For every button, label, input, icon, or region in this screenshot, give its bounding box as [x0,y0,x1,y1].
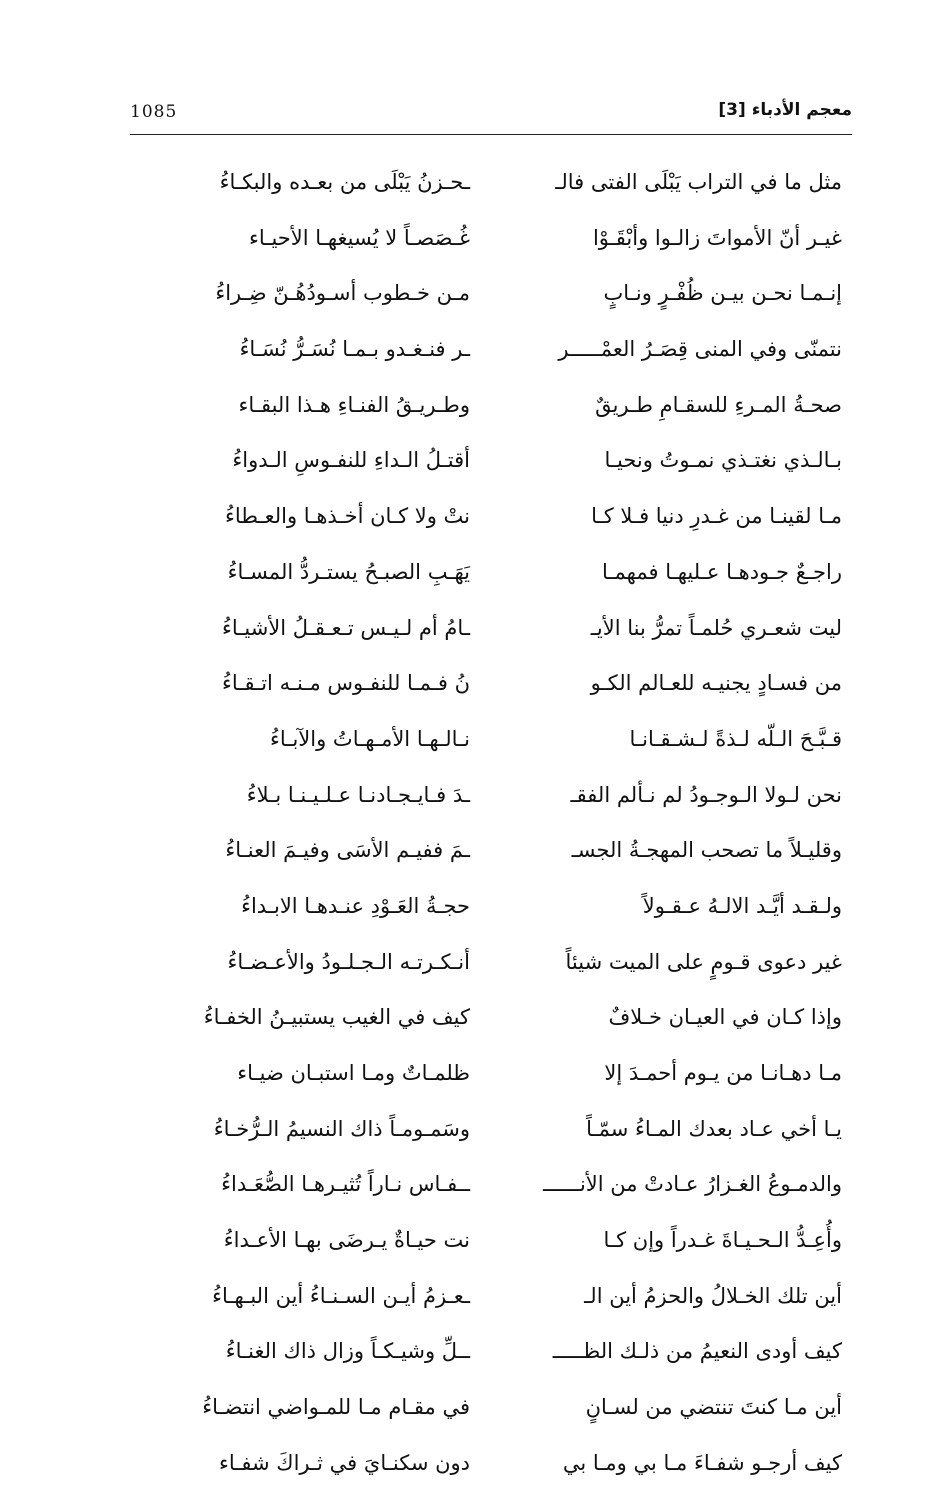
second-hemistich: في مقـام مـا للمـواضي انتضـاءُ [202,1395,470,1420]
verse-line [152,828,842,884]
second-hemistich: ـعـزمُ أيـن السـنـاءُ أين البـهـاءُ [212,1283,470,1308]
verse-line [152,271,842,327]
first-hemistich: صحـةُ المـرءِ للسقـامِ طـريقٌ [595,392,842,417]
page-header [130,100,852,136]
verse-line [152,494,842,550]
first-hemistich: وقليـلاً ما تصحب المهجـةُ الجسـ [571,838,842,863]
verse-line [152,995,842,1051]
second-hemistich: نتْ ولا كـان أخـذهـا والعـطاءُ [224,504,470,529]
verse-line [152,160,842,216]
verse-line [152,1274,842,1330]
first-hemistich: نحن لـولا الـوجـودُ لم نـألم الفقـ [570,782,842,807]
first-hemistich: مـا لقينـا من غـدرِ دنيا فـلا كـا [591,504,842,529]
verse-line [152,1218,842,1274]
second-hemistich: يَهَـبِ الصبـحُ يستـردُّ المسـاءُ [227,559,470,584]
second-hemistich: ــلِّ وشيـكـاً وزال ذاك الغنـاءُ [225,1339,470,1364]
second-hemistich: ــفـاس نـاراً تُثيـرهـا الصُّعَـداءُ [221,1172,470,1197]
first-hemistich: أين مـا كنتَ تنتضي من لسـانٍ [585,1395,842,1420]
page-number: 1085 [130,102,178,122]
second-hemistich: ظلمـاتٌ ومـا استبـان ضيـاء [237,1061,470,1085]
verse-line [152,884,842,940]
verse-line [152,438,842,494]
second-hemistich: دون سكنـايَ في ثـراكَ شفـاء [218,1450,470,1475]
verse-line [152,1162,842,1218]
first-hemistich: بـالـذي نغتـذي نمـوتُ ونحيـا [604,448,842,473]
header-rule [130,134,852,135]
second-hemistich: أقتـلُ الـداءِ للنفـوسِ الـدواءُ [232,448,470,473]
verse-line [152,661,842,717]
second-hemistich: ـامُ أم لـيـس تـعـقـلُ الأشيـاءُ [221,615,470,640]
verse-line [152,1051,842,1107]
first-hemistich: كيف أودى النعيمُ من ذلـك الظـــــ [552,1339,842,1364]
verse-line [152,717,842,773]
second-hemistich: نت حيـاةٌ يـرضَى بهـا الأعـداءُ [223,1228,470,1253]
verse-line [152,383,842,439]
second-hemistich: وسَمـومـاً ذاك النسيمُ الـرُّخـاءُ [213,1116,470,1141]
second-hemistich: نُ فـمـا للنفـوس مـنـه اتـقـاءُ [222,671,470,696]
first-hemistich: ليت شعـري حُلمـاً تمرُّ بنا الأيـ [590,615,842,640]
first-hemistich: ولـقـد أيَّـد الالـهُ عـقـولاً [642,893,842,918]
second-hemistich: نـالـهـا الأمـهـاتُ والآبـاءُ [270,726,470,751]
first-hemistich: وإذا كـان في العيـان خـلافٌ [608,1005,842,1030]
first-hemistich: قـبَّـحَ الـلّه لـذةً لـشـقـانـا [629,726,842,751]
second-hemistich: ـمَ ففيـم الأسَى وفيـمَ العنـاءُ [225,838,470,863]
verse-line [152,940,842,996]
first-hemistich: مثل ما في التراب يَبْلَى الفتى فالـ [555,170,842,194]
second-hemistich: ـر فنـغـدو بـمـا نُسَـرُّ نُسَـاءُ [239,337,470,362]
first-hemistich: يـا أخي عـاد بعدك المـاءُ سمّـاً [586,1116,842,1141]
running-title: معجم الأدباء [3] [718,100,852,120]
first-hemistich: مـا دهـانـا من يـوم أحمـدَ إلا [604,1061,842,1085]
first-hemistich: نتمنّى وفي المنى قِصَـرُ العمْـــــر [558,337,842,362]
second-hemistich: وطـريـقُ الفنـاءِ هـذا البقـاء [238,392,470,417]
first-hemistich: أين تلك الخـلالُ والحزمُ أين الـ [584,1283,842,1308]
verse-line [152,1329,842,1385]
first-hemistich: غير دعوى قـومٍ على الميت شيئاً [565,949,842,974]
verse-line [152,1385,842,1441]
second-hemistich: ـحـزنُ يَبْلَى من بعـده والبكـاءُ [219,170,470,194]
verse-line [152,773,842,829]
second-hemistich: حجـةُ العَـوْدِ عنـدهـا الابـداءُ [241,893,470,918]
first-hemistich: غيـر أنّ الأمواتَ زالـوا وأبْقَـوْا [592,225,842,250]
verse-line [152,1107,842,1163]
first-hemistich: من فسـادٍ يجنيـه للعـالم الكـو [590,671,842,696]
poem [152,160,842,1497]
verse-line [152,327,842,383]
verse-line [152,550,842,606]
second-hemistich: أنـكـرتـه الـجـلـودُ والأعـضـاءُ [227,949,470,974]
first-hemistich: راجـعٌ جـودهـا عـليهـا فمهمـا [601,559,842,584]
second-hemistich: كيف في الغيب يستبيـنُ الخفـاءُ [203,1005,470,1030]
verse-line [152,606,842,662]
second-hemistich: غُـصَصـاً لا يُسيغهـا الأحيـاء [249,225,470,250]
first-hemistich: وأُعِـدُّ الـحـيـاةَ غـدراً وإن كـا [603,1228,842,1253]
verse-line [152,216,842,272]
first-hemistich: والدمـوعُ الغـزارُ عـادتْ من الأنــــــ [543,1172,842,1197]
first-hemistich: إنـمـا نحـن بيـن ظُفْـرٍ ونـابٍ [603,281,842,306]
verse-line [152,1441,842,1497]
second-hemistich: ـدَ فـايـجـادنـا عـلـيـنـا بـلاءُ [246,782,470,807]
first-hemistich: كيف أرجـو شفـاءَ مـا بي ومـا بي [562,1450,842,1475]
second-hemistich: مـن خـطوب أسـودُهُـنّ ضِـراءُ [215,281,470,306]
